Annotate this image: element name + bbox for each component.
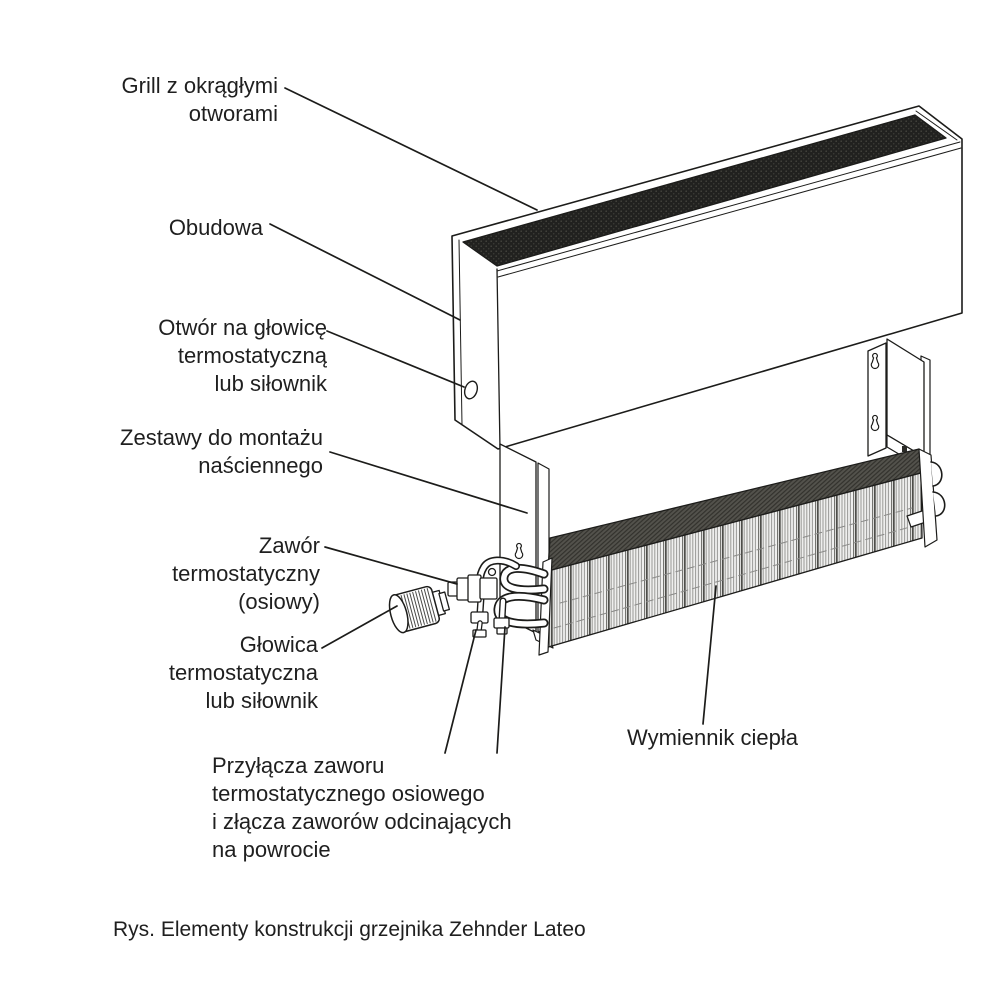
label-obudowa-line1: Obudowa xyxy=(168,215,263,240)
label-otwor-line2: termostatyczną xyxy=(177,343,327,368)
label-grill-line2: otworami xyxy=(188,101,278,126)
label-zawor-line3: (osiowy) xyxy=(238,589,320,614)
leader-zestawy xyxy=(330,452,527,513)
leader-przylacza-2 xyxy=(497,627,505,753)
leader-obudowa xyxy=(270,224,460,320)
label-zestawy-line2: naściennego xyxy=(198,453,323,478)
label-zawor xyxy=(172,532,320,616)
label-otwor xyxy=(158,314,327,398)
label-glowica-line2: termostatyczna xyxy=(168,660,318,685)
label-zestawy-line1: Zestawy do montażu xyxy=(120,425,323,450)
leader-grill xyxy=(285,88,537,210)
label-przylacza-line3: i złącza zaworów odcinających xyxy=(212,809,512,834)
label-grill xyxy=(122,72,278,128)
label-grill-line1: Grill z okrągłymi xyxy=(121,73,278,98)
label-otwor-line1: Otwór na głowicę xyxy=(158,315,327,340)
label-zawor-line1: Zawór xyxy=(258,533,320,558)
leader-wymiennik xyxy=(703,586,716,724)
valve-assembly xyxy=(448,560,544,637)
thermostatic-head xyxy=(386,582,452,635)
label-obudowa xyxy=(169,214,263,242)
figure-caption: Rys. Elementy konstrukcji grzejnika Zehnder Lateo xyxy=(113,918,586,941)
label-glowica xyxy=(169,631,318,715)
label-zestawy xyxy=(120,424,323,480)
label-przylacza xyxy=(212,752,512,864)
leader-otwor xyxy=(327,331,464,387)
heat-exchanger xyxy=(539,449,945,655)
leader-glowica xyxy=(322,606,397,648)
leader-zawor xyxy=(325,547,457,584)
label-glowica-line3: lub siłownik xyxy=(205,688,318,713)
leader-przylacza-1 xyxy=(445,630,476,753)
label-przylacza-line1: Przyłącza zaworu xyxy=(212,753,385,778)
label-wymiennik xyxy=(627,724,798,752)
label-otwor-line3: lub siłownik xyxy=(214,371,327,396)
label-wymiennik-line1: Wymiennik ciepła xyxy=(627,725,798,750)
label-zawor-line2: termostatyczny xyxy=(172,561,320,586)
label-przylacza-line2: termostatycznego osiowego xyxy=(212,781,485,806)
label-glowica-line1: Głowica xyxy=(239,632,318,657)
label-przylacza-line4: na powrocie xyxy=(212,837,331,862)
